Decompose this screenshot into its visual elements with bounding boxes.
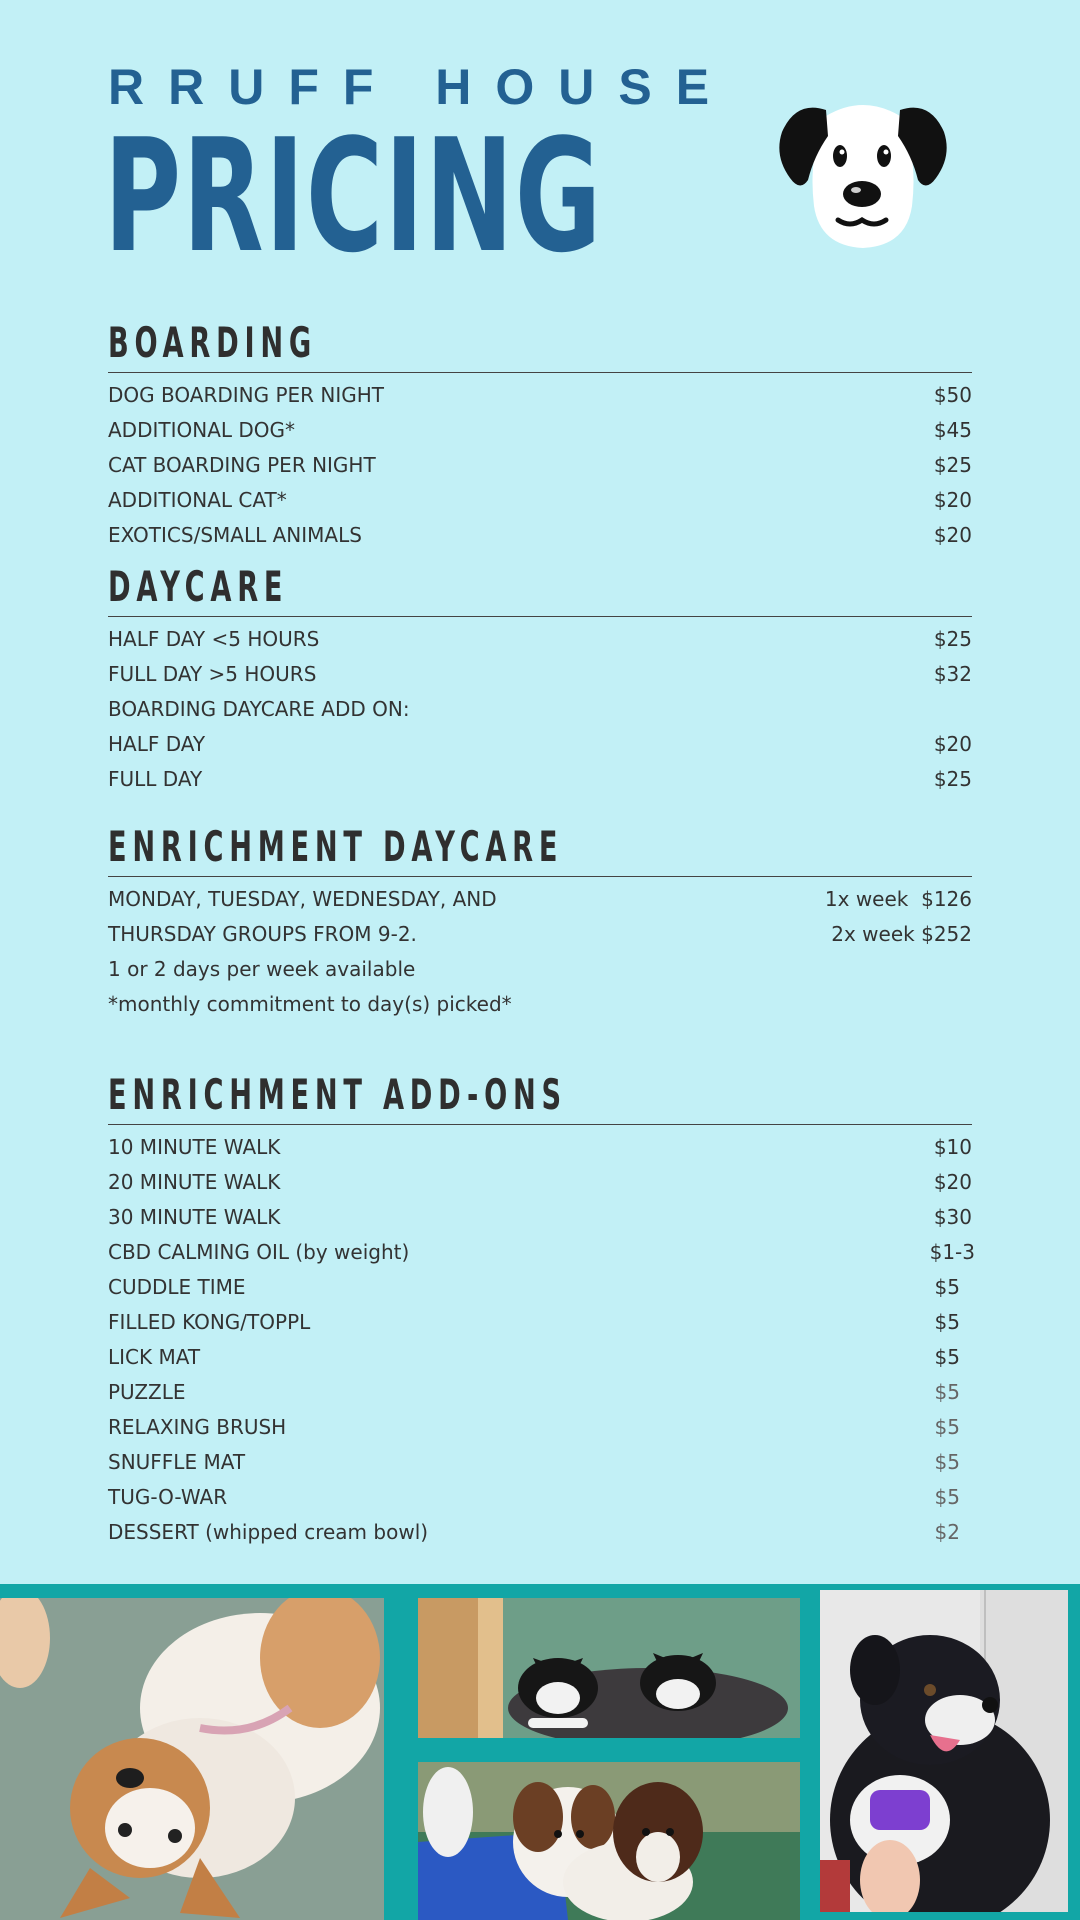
price-row-cbd-oil <box>108 1234 975 1269</box>
price-row-dessert <box>108 1514 972 1549</box>
section-divider <box>108 372 972 373</box>
item-price: $10 <box>933 1134 972 1159</box>
item-price: $45 <box>933 417 972 442</box>
price-row-groups-hours <box>108 916 972 951</box>
price-row-additional-dog <box>108 412 972 447</box>
boarding-section <box>108 318 972 552</box>
corgi-photo <box>0 1598 384 1920</box>
daycare-section <box>108 562 972 796</box>
item-label: EXOTICS/SMALL ANIMALS <box>108 522 362 547</box>
price-row-10-min-walk <box>108 1129 972 1164</box>
page-title: PRICING <box>104 105 603 287</box>
price-row-additional-cat <box>108 482 972 517</box>
border-collie-photo <box>820 1590 1068 1912</box>
item-label: 10 MINUTE WALK <box>108 1134 281 1159</box>
price-row-tug-o-war <box>108 1479 972 1514</box>
item-price: 1x week $126 <box>824 886 972 911</box>
item-label: MONDAY, TUESDAY, WEDNESDAY, AND <box>108 886 497 911</box>
item-label: FILLED KONG/TOPPL <box>108 1309 311 1334</box>
item-price: $20 <box>933 1169 972 1194</box>
item-price: $5 <box>934 1449 960 1474</box>
price-row-addon-full-day <box>108 761 972 796</box>
item-label: PUZZLE <box>108 1379 186 1404</box>
item-price: $20 <box>933 487 972 512</box>
item-price: $5 <box>934 1379 960 1404</box>
price-row-20-min-walk <box>108 1164 972 1199</box>
item-label: RELAXING BRUSH <box>108 1414 287 1439</box>
price-row-puzzle <box>108 1374 972 1409</box>
item-label: 1 or 2 days per week available <box>108 956 416 981</box>
note-monthly-commitment <box>108 986 972 1021</box>
price-row-cat-boarding <box>108 447 972 482</box>
photo-collage <box>0 1584 1080 1920</box>
section-title: ENRICHMENT DAYCARE <box>108 822 564 871</box>
brand-name: RRUFF HOUSE <box>108 59 734 115</box>
item-label: BOARDING DAYCARE ADD ON: <box>108 696 410 721</box>
item-label: FULL DAY >5 HOURS <box>108 661 317 686</box>
section-title: ENRICHMENT ADD-ONS <box>108 1070 567 1119</box>
section-divider <box>108 616 972 617</box>
item-label: TUG-O-WAR <box>108 1484 228 1509</box>
item-price: 2x week $252 <box>831 921 972 946</box>
item-label: HALF DAY <box>108 731 206 756</box>
item-price: $2 <box>934 1519 960 1544</box>
item-price: $5 <box>934 1484 960 1509</box>
section-title: BOARDING <box>108 318 317 367</box>
price-row-relaxing-brush <box>108 1409 972 1444</box>
item-price: $5 <box>934 1309 960 1334</box>
price-row-addon-half-day <box>108 726 972 761</box>
item-price: $25 <box>933 452 972 477</box>
item-price: $32 <box>933 661 972 686</box>
price-row-filled-kong <box>108 1304 972 1339</box>
item-label: CAT BOARDING PER NIGHT <box>108 452 376 477</box>
item-price: $20 <box>933 522 972 547</box>
item-label: *monthly commitment to day(s) picked* <box>108 991 512 1016</box>
item-price: $30 <box>933 1204 972 1229</box>
price-row-addon-heading <box>108 691 972 726</box>
item-label: DOG BOARDING PER NIGHT <box>108 382 385 407</box>
price-row-exotics <box>108 517 972 552</box>
item-label: SNUFFLE MAT <box>108 1449 246 1474</box>
item-price: $5 <box>934 1344 960 1369</box>
item-price: $50 <box>933 382 972 407</box>
item-label: ADDITIONAL DOG* <box>108 417 296 442</box>
item-label: DESSERT (whipped cream bowl) <box>108 1519 429 1544</box>
section-title: DAYCARE <box>108 562 289 611</box>
price-row-groups-days <box>108 881 972 916</box>
price-row-snuffle-mat <box>108 1444 972 1479</box>
two-cats-photo <box>418 1598 800 1738</box>
item-label: ADDITIONAL CAT* <box>108 487 287 512</box>
note-days-available <box>108 951 972 986</box>
item-price: $25 <box>933 766 972 791</box>
enrichment-addons-section <box>108 1070 975 1549</box>
price-row-dog-boarding <box>108 377 972 412</box>
item-price: $5 <box>934 1274 960 1299</box>
item-price: $5 <box>934 1414 960 1439</box>
price-row-lick-mat <box>108 1339 972 1374</box>
price-row-cuddle-time <box>108 1269 972 1304</box>
item-label: 20 MINUTE WALK <box>108 1169 281 1194</box>
item-price: $1-3 <box>929 1239 975 1264</box>
item-label: FULL DAY <box>108 766 203 791</box>
item-label: HALF DAY <5 HOURS <box>108 626 320 651</box>
two-dogs-photo <box>418 1762 800 1920</box>
enrichment-daycare-section <box>108 822 972 1021</box>
price-row-full-day <box>108 656 972 691</box>
item-price: $20 <box>933 731 972 756</box>
item-label: LICK MAT <box>108 1344 201 1369</box>
dog-face-icon <box>768 96 958 256</box>
item-label: THURSDAY GROUPS FROM 9-2. <box>108 921 417 946</box>
item-label: CUDDLE TIME <box>108 1274 246 1299</box>
item-label: CBD CALMING OIL (by weight) <box>108 1239 410 1264</box>
section-divider <box>108 876 972 877</box>
item-label: 30 MINUTE WALK <box>108 1204 281 1229</box>
price-row-30-min-walk <box>108 1199 972 1234</box>
section-divider <box>108 1124 972 1125</box>
item-price: $25 <box>933 626 972 651</box>
price-row-half-day <box>108 621 972 656</box>
